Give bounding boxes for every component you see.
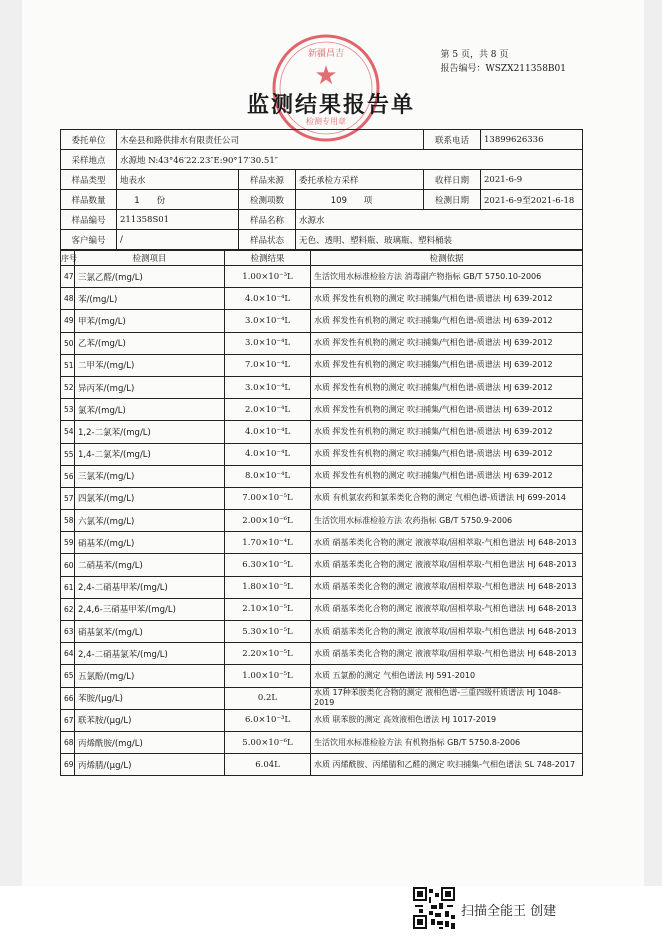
report-number: 报告编号：WSZX211358B01 <box>440 64 566 74</box>
table-row <box>61 288 583 310</box>
row-number: 50 <box>61 332 75 354</box>
row-item: 2,4-二硝基甲苯/(mg/L) <box>75 576 225 598</box>
table-row <box>61 465 583 487</box>
page-title: 监测结果报告单 <box>246 92 415 118</box>
sample-name-value: 水源水 <box>296 210 583 230</box>
row-result: 2.10×10⁻⁵L <box>225 598 311 620</box>
table-row <box>61 754 583 776</box>
row-item: 甲苯/(mg/L) <box>75 310 225 332</box>
qr-code-icon <box>413 887 455 929</box>
row-result: 4.0×10⁻⁴L <box>225 443 311 465</box>
row-number: 61 <box>61 576 75 598</box>
table-row <box>61 709 583 731</box>
row-number: 57 <box>61 487 75 509</box>
row-result: 4.0×10⁻⁴L <box>225 421 311 443</box>
site-value: 水源地 N:43°46′22.23″E:90°17′30.51″ <box>117 150 583 170</box>
row-number: 68 <box>61 731 75 753</box>
scan-edge-right <box>644 0 662 936</box>
row-number: 66 <box>61 687 75 709</box>
col-basis-header: 检测依据 <box>311 251 583 266</box>
sample-type-label: 样品类型 <box>61 170 117 190</box>
row-number: 63 <box>61 621 75 643</box>
row-result: 5.00×10⁻⁶L <box>225 731 311 753</box>
table-row <box>61 687 583 709</box>
client-no-value: / <box>117 230 239 250</box>
col-no-header: 序号 <box>61 251 75 266</box>
source-label: 样品来源 <box>239 170 296 190</box>
row-basis: 水质 硝基苯类化合物的测定 液液萃取/固相萃取-气相色谱法 HJ 648-2013 <box>311 532 583 554</box>
table-row <box>61 731 583 753</box>
row-basis: 水质 挥发性有机物的测定 吹扫捕集/气相色谱-质谱法 HJ 639-2012 <box>311 443 583 465</box>
phone-value: 13899626336 <box>481 130 583 150</box>
table-row <box>61 310 583 332</box>
row-number: 47 <box>61 266 75 288</box>
sample-no-label: 样品编号 <box>61 210 117 230</box>
row-basis: 水质 硝基苯类化合物的测定 液液萃取/固相萃取-气相色谱法 HJ 648-2013 <box>311 643 583 665</box>
row-result: 7.0×10⁻⁴L <box>225 354 311 376</box>
row-basis: 水质 五氯酚的测定 气相色谱法 HJ 591-2010 <box>311 665 583 687</box>
qty-unit: 份 <box>156 195 166 206</box>
row-result: 1.70×10⁻⁴L <box>225 532 311 554</box>
table-row <box>61 399 583 421</box>
row-number: 58 <box>61 510 75 532</box>
row-basis: 水质 17种苯胺类化合物的测定 液相色谱-三重四级杆质谱法 HJ 1048-2019 <box>311 687 583 709</box>
table-row <box>61 532 583 554</box>
table-row <box>61 266 583 288</box>
row-basis: 生活饮用水标准检验方法 有机物指标 GB/T 5750.8-2006 <box>311 731 583 753</box>
row-number: 60 <box>61 554 75 576</box>
row-basis: 水质 挥发性有机物的测定 吹扫捕集/气相色谱-质谱法 HJ 639-2012 <box>311 332 583 354</box>
items-value: 109 <box>330 195 347 206</box>
row-item: 异丙苯/(mg/L) <box>75 376 225 398</box>
table-row <box>61 643 583 665</box>
table-row <box>61 354 583 376</box>
row-basis: 水质 丙烯酰胺、丙烯腈和乙醛的测定 吹扫捕集-气相色谱法 SL 748-2017 <box>311 754 583 776</box>
row-basis: 水质 挥发性有机物的测定 吹扫捕集/气相色谱-质谱法 HJ 639-2012 <box>311 310 583 332</box>
row-result: 1.80×10⁻⁵L <box>225 576 311 598</box>
row-number: 54 <box>61 421 75 443</box>
col-result-header: 检测结果 <box>225 251 311 266</box>
client-label: 委托单位 <box>61 130 117 150</box>
row-item: 三氯苯/(mg/L) <box>75 465 225 487</box>
sample-type-value: 地表水 <box>117 170 239 190</box>
test-date-label: 检测日期 <box>424 190 481 210</box>
row-number: 48 <box>61 288 75 310</box>
row-item: 2,4,6-三硝基甲苯/(mg/L) <box>75 598 225 620</box>
row-number: 49 <box>61 310 75 332</box>
row-result: 1.00×10⁻⁵L <box>225 665 311 687</box>
row-number: 52 <box>61 376 75 398</box>
row-result: 2.0×10⁻⁴L <box>225 399 311 421</box>
row-basis: 生活饮用水标准检验方法 农药指标 GB/T 5750.9-2006 <box>311 510 583 532</box>
row-basis: 水质 挥发性有机物的测定 吹扫捕集/气相色谱-质谱法 HJ 639-2012 <box>311 421 583 443</box>
row-number: 59 <box>61 532 75 554</box>
row-item: 联苯胺/(μg/L) <box>75 709 225 731</box>
items-unit: 项 <box>363 195 373 206</box>
row-item: 1,2-二氯苯/(mg/L) <box>75 421 225 443</box>
site-label: 采样地点 <box>61 150 117 170</box>
row-result: 7.00×10⁻⁵L <box>225 487 311 509</box>
row-item: 硝基苯/(mg/L) <box>75 532 225 554</box>
row-basis: 生活饮用水标准检验方法 消毒副产物指标 GB/T 5750.10-2006 <box>311 266 583 288</box>
row-result: 2.20×10⁻⁵L <box>225 643 311 665</box>
table-row <box>61 332 583 354</box>
table-row <box>61 443 583 465</box>
row-item: 1,4-二氯苯/(mg/L) <box>75 443 225 465</box>
results-body <box>61 266 583 776</box>
row-basis: 水质 挥发性有机物的测定 吹扫捕集/气相色谱-质谱法 HJ 639-2012 <box>311 288 583 310</box>
items-label: 检测项数 <box>239 190 296 210</box>
row-result: 6.30×10⁻⁵L <box>225 554 311 576</box>
table-row <box>61 487 583 509</box>
sample-name-label: 样品名称 <box>239 210 296 230</box>
phone-label: 联系电话 <box>424 130 481 150</box>
client-value: 木垒县和路供排水有限责任公司 <box>117 130 424 150</box>
row-result: 8.0×10⁻⁴L <box>225 465 311 487</box>
result-table-wrapper <box>60 129 582 776</box>
row-result: 4.0×10⁻⁴L <box>225 288 311 310</box>
scan-edge-left <box>0 0 22 936</box>
row-item: 氯苯/(mg/L) <box>75 399 225 421</box>
row-number: 65 <box>61 665 75 687</box>
row-basis: 水质 硝基苯类化合物的测定 液液萃取/固相萃取-气相色谱法 HJ 648-2013 <box>311 598 583 620</box>
receive-date-value: 2021-6-9 <box>481 170 583 190</box>
scanner-watermark-text: 扫描全能王 创建 <box>461 904 557 919</box>
row-item: 丙烯酰胺/(mg/L) <box>75 731 225 753</box>
test-date-value: 2021-6-9至2021-6-18 <box>481 190 583 210</box>
table-row <box>61 376 583 398</box>
row-basis: 水质 硝基苯类化合物的测定 液液萃取/固相萃取-气相色谱法 HJ 648-2013 <box>311 621 583 643</box>
row-item: 六氯苯/(mg/L) <box>75 510 225 532</box>
row-basis: 水质 挥发性有机物的测定 吹扫捕集/气相色谱-质谱法 HJ 639-2012 <box>311 465 583 487</box>
row-basis: 水质 硝基苯类化合物的测定 液液萃取/固相萃取-气相色谱法 HJ 648-2013 <box>311 554 583 576</box>
table-row <box>61 598 583 620</box>
row-basis: 水质 硝基苯类化合物的测定 液液萃取/固相萃取-气相色谱法 HJ 648-2013 <box>311 576 583 598</box>
qty-cell <box>117 190 239 210</box>
row-result: 0.2L <box>225 687 311 709</box>
row-number: 62 <box>61 598 75 620</box>
row-result: 6.0×10⁻³L <box>225 709 311 731</box>
items-cell <box>296 190 424 210</box>
row-basis: 水质 挥发性有机物的测定 吹扫捕集/气相色谱-质谱法 HJ 639-2012 <box>311 376 583 398</box>
row-result: 2.00×10⁻⁶L <box>225 510 311 532</box>
client-no-label: 客户编号 <box>61 230 117 250</box>
table-row <box>61 554 583 576</box>
row-number: 56 <box>61 465 75 487</box>
scanner-footer <box>0 886 662 936</box>
row-result: 3.0×10⁻⁴L <box>225 332 311 354</box>
row-item: 苯胺/(μg/L) <box>75 687 225 709</box>
row-item: 2,4-二硝基氯苯/(mg/L) <box>75 643 225 665</box>
page-info <box>441 48 567 76</box>
row-number: 67 <box>61 709 75 731</box>
row-item: 二硝基苯/(mg/L) <box>75 554 225 576</box>
row-result: 1.00×10⁻³L <box>225 266 311 288</box>
qty-value: 1 <box>134 195 140 206</box>
row-result: 6.04L <box>225 754 311 776</box>
qty-label: 样品数量 <box>61 190 117 210</box>
sample-state-value: 无色、透明、塑料瓶、玻璃瓶、塑料桶装 <box>296 230 583 250</box>
sample-no-value: 211358S01 <box>117 210 239 230</box>
row-number: 69 <box>61 754 75 776</box>
row-result: 3.0×10⁻⁴L <box>225 310 311 332</box>
row-result: 5.30×10⁻⁵L <box>225 621 311 643</box>
row-item: 三氯乙醛/(mg/L) <box>75 266 225 288</box>
row-number: 55 <box>61 443 75 465</box>
row-basis: 水质 联苯胺的测定 高效液相色谱法 HJ 1017-2019 <box>311 709 583 731</box>
svg-text:检测专用章: 检测专用章 <box>306 117 346 126</box>
row-basis: 水质 挥发性有机物的测定 吹扫捕集/气相色谱-质谱法 HJ 639-2012 <box>311 354 583 376</box>
row-basis: 水质 有机氯农药和氯苯类化合物的测定 气相色谱-质谱法 HJ 699-2014 <box>311 487 583 509</box>
svg-text:★: ★ <box>314 61 338 91</box>
row-item: 四氯苯/(mg/L) <box>75 487 225 509</box>
row-result: 3.0×10⁻⁴L <box>225 376 311 398</box>
table-row <box>61 510 583 532</box>
row-item: 丙烯腈/(μg/L) <box>75 754 225 776</box>
row-number: 53 <box>61 399 75 421</box>
receive-date-label: 收样日期 <box>424 170 481 190</box>
row-item: 硝基氯苯/(mg/L) <box>75 621 225 643</box>
table-row <box>61 665 583 687</box>
svg-text:新疆昌吉: 新疆昌吉 <box>307 49 345 59</box>
row-basis: 水质 挥发性有机物的测定 吹扫捕集/气相色谱-质谱法 HJ 639-2012 <box>311 399 583 421</box>
table-row <box>61 421 583 443</box>
row-item: 乙苯/(mg/L) <box>75 332 225 354</box>
row-item: 五氯酚/(mg/L) <box>75 665 225 687</box>
table-row <box>61 576 583 598</box>
row-number: 51 <box>61 354 75 376</box>
row-item: 二甲苯/(mg/L) <box>75 354 225 376</box>
page-indicator: 第 5 页，共 8 页 <box>440 50 509 60</box>
results-table <box>60 250 583 776</box>
info-table <box>60 129 583 250</box>
col-item-header: 检测项目 <box>75 251 225 266</box>
sample-state-label: 样品状态 <box>239 230 296 250</box>
table-row <box>61 621 583 643</box>
row-number: 64 <box>61 643 75 665</box>
source-value: 委托承检方采样 <box>296 170 424 190</box>
row-item: 苯/(mg/L) <box>75 288 225 310</box>
